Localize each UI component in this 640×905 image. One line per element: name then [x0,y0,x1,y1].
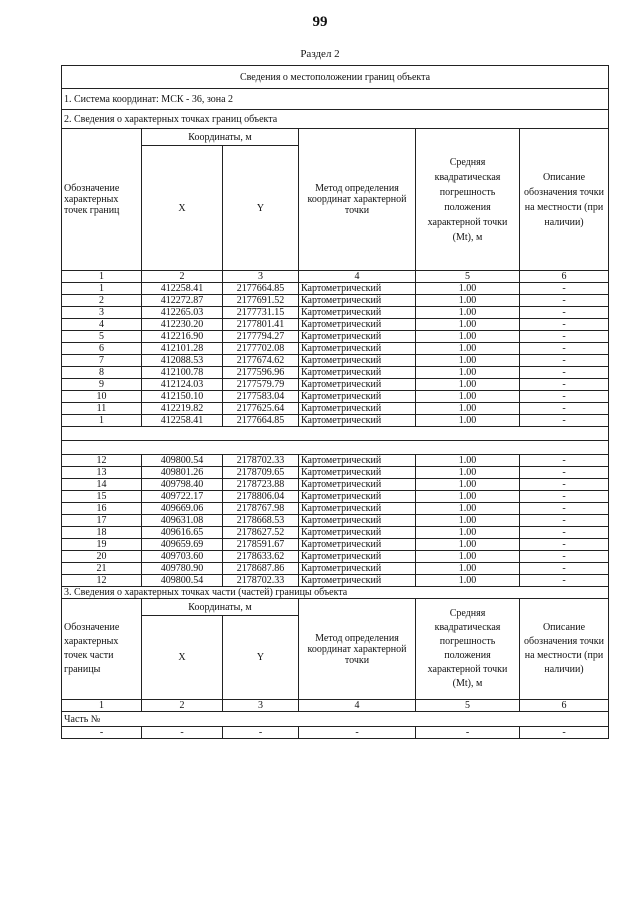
y-cell: 2177674.62 [223,355,299,367]
y-cell: 2178591.67 [223,539,299,551]
x-cell: 409800.54 [142,575,223,587]
x-cell: 412088.53 [142,355,223,367]
contour-separator-row [62,427,609,441]
empty-cell: - [520,727,609,739]
table-title: Сведения о местоположении границ объекта [62,66,609,89]
point-id-cell: 6 [62,343,142,355]
description-cell: - [520,343,609,355]
column-number-part: 6 [520,700,609,712]
point-id-cell: 9 [62,379,142,391]
accuracy-cell: 1.00 [416,415,520,427]
description-cell: - [520,515,609,527]
method-cell: Картометрический [299,503,416,515]
method-cell: Картометрический [299,391,416,403]
point-id-cell: 5 [62,331,142,343]
description-cell: - [520,455,609,467]
table-row [62,391,609,403]
accuracy-cell: 1.00 [416,343,520,355]
column-number: 2 [142,271,223,283]
point-id-cell: 20 [62,551,142,563]
point-id-cell: 15 [62,491,142,503]
column-number-part: 2 [142,700,223,712]
y-cell: 2177794.27 [223,331,299,343]
table-row [62,367,609,379]
y-cell: 2177731.15 [223,307,299,319]
description-cell: - [520,415,609,427]
x-cell: 409616.65 [142,527,223,539]
header-coords-part: Координаты, м [142,599,299,616]
point-id-cell: 13 [62,467,142,479]
method-cell: Картометрический [299,415,416,427]
accuracy-cell: 1.00 [416,367,520,379]
method-cell: Картометрический [299,551,416,563]
column-number: 3 [223,271,299,283]
description-cell: - [520,295,609,307]
method-cell: Картометрический [299,283,416,295]
table-row [62,527,609,539]
method-cell: Картометрический [299,491,416,503]
accuracy-cell: 1.00 [416,575,520,587]
boundary-table [61,65,609,739]
description-cell: - [520,551,609,563]
method-cell: Картометрический [299,343,416,355]
coord-system: 1. Система координат: МСК - 36, зона 2 [62,89,609,110]
table-row [62,319,609,331]
point-id-cell: 18 [62,527,142,539]
accuracy-cell: 1.00 [416,527,520,539]
header-y-part: Y [223,616,299,700]
point-id-cell: 17 [62,515,142,527]
section2-title: 2. Сведения о характерных точках границ объекта [62,110,609,129]
table-row [62,415,609,427]
accuracy-cell: 1.00 [416,331,520,343]
point-id-cell: 16 [62,503,142,515]
method-cell: Картометрический [299,575,416,587]
column-number-part: 1 [62,700,142,712]
header-method-part: Метод определения координат характерной точки [299,599,416,700]
x-cell: 412150.10 [142,391,223,403]
accuracy-cell: 1.00 [416,355,520,367]
table-row [62,283,609,295]
description-cell: - [520,331,609,343]
accuracy-cell: 1.00 [416,455,520,467]
accuracy-cell: 1.00 [416,539,520,551]
y-cell: 2178702.33 [223,455,299,467]
description-cell: - [520,367,609,379]
empty-cell: - [416,727,520,739]
column-number: 1 [62,271,142,283]
accuracy-cell: 1.00 [416,491,520,503]
part-label: Часть № [62,712,609,727]
y-cell: 2177702.08 [223,343,299,355]
contour-separator-row [62,441,609,455]
section3-title: 3. Сведения о характерных точках части (частей) границы объекта [62,587,609,599]
header-point: Обозначение характерных точек границ [62,129,142,271]
header-point-part: Обозначение характерных точек части границы [62,599,142,700]
x-cell: 412124.03 [142,379,223,391]
table-row [62,563,609,575]
x-cell: 412100.78 [142,367,223,379]
section-label: Раздел 2 [300,48,340,60]
accuracy-cell: 1.00 [416,379,520,391]
description-cell: - [520,467,609,479]
accuracy-cell: 1.00 [416,479,520,491]
y-cell: 2178627.52 [223,527,299,539]
x-cell: 409780.90 [142,563,223,575]
method-cell: Картометрический [299,403,416,415]
header-description-part: Описание обозначения точки на местности (при наличии) [520,599,609,700]
y-cell: 2177583.04 [223,391,299,403]
y-cell: 2177801.41 [223,319,299,331]
method-cell: Картометрический [299,467,416,479]
method-cell: Картометрический [299,539,416,551]
y-cell: 2178668.53 [223,515,299,527]
point-id-cell: 21 [62,563,142,575]
table-row [62,491,609,503]
y-cell: 2177579.79 [223,379,299,391]
table-row [62,295,609,307]
accuracy-cell: 1.00 [416,283,520,295]
y-cell: 2178702.33 [223,575,299,587]
header-x: X [142,146,223,271]
method-cell: Картометрический [299,455,416,467]
y-cell: 2177664.85 [223,283,299,295]
table-row [62,403,609,415]
column-number-part: 4 [299,700,416,712]
table-row [62,539,609,551]
table-row [62,379,609,391]
y-cell: 2178687.86 [223,563,299,575]
method-cell: Картометрический [299,367,416,379]
description-cell: - [520,403,609,415]
description-cell: - [520,491,609,503]
header-accuracy-part: Средняя квадратическая погрешность положения характерной точки (Mt), м [416,599,520,700]
accuracy-cell: 1.00 [416,467,520,479]
y-cell: 2177691.52 [223,295,299,307]
table-row [62,467,609,479]
x-cell: 412230.20 [142,319,223,331]
x-cell: 412265.03 [142,307,223,319]
method-cell: Картометрический [299,355,416,367]
description-cell: - [520,355,609,367]
description-cell: - [520,479,609,491]
column-number-part: 3 [223,700,299,712]
point-id-cell: 14 [62,479,142,491]
description-cell: - [520,527,609,539]
y-cell: 2177625.64 [223,403,299,415]
x-cell: 412272.87 [142,295,223,307]
x-cell: 409703.60 [142,551,223,563]
table-row [62,575,609,587]
x-cell: 409669.06 [142,503,223,515]
accuracy-cell: 1.00 [416,295,520,307]
description-cell: - [520,503,609,515]
accuracy-cell: 1.00 [416,391,520,403]
method-cell: Картометрический [299,307,416,319]
point-id-cell: 1 [62,415,142,427]
x-cell: 409722.17 [142,491,223,503]
point-id-cell: 7 [62,355,142,367]
point-id-cell: 19 [62,539,142,551]
description-cell: - [520,575,609,587]
y-cell: 2178633.62 [223,551,299,563]
empty-cell: - [223,727,299,739]
x-cell: 412216.90 [142,331,223,343]
column-number: 6 [520,271,609,283]
header-accuracy: Средняя квадратическая погрешность положения характерной точки (Mt), м [416,129,520,271]
point-id-cell: 4 [62,319,142,331]
description-cell: - [520,563,609,575]
method-cell: Картометрический [299,295,416,307]
point-id-cell: 10 [62,391,142,403]
x-cell: 412219.82 [142,403,223,415]
description-cell: - [520,319,609,331]
column-number: 5 [416,271,520,283]
method-cell: Картометрический [299,527,416,539]
y-cell: 2178709.65 [223,467,299,479]
column-number: 4 [299,271,416,283]
method-cell: Картометрический [299,331,416,343]
point-id-cell: 8 [62,367,142,379]
column-number-part: 5 [416,700,520,712]
method-cell: Картометрический [299,379,416,391]
description-cell: - [520,307,609,319]
y-cell: 2177664.85 [223,415,299,427]
point-id-cell: 11 [62,403,142,415]
accuracy-cell: 1.00 [416,551,520,563]
page-number: 99 [312,14,328,30]
header-x-part: X [142,616,223,700]
accuracy-cell: 1.00 [416,307,520,319]
point-id-cell: 12 [62,455,142,467]
header-description: Описание обозначения точки на местности (при наличии) [520,129,609,271]
header-y: Y [223,146,299,271]
accuracy-cell: 1.00 [416,503,520,515]
x-cell: 409801.26 [142,467,223,479]
point-id-cell: 3 [62,307,142,319]
header-method: Метод определения координат характерной точки [299,129,416,271]
description-cell: - [520,379,609,391]
x-cell: 412258.41 [142,283,223,295]
x-cell: 409800.54 [142,455,223,467]
accuracy-cell: 1.00 [416,515,520,527]
method-cell: Картометрический [299,563,416,575]
table-row [62,307,609,319]
accuracy-cell: 1.00 [416,403,520,415]
header-coords: Координаты, м [142,129,299,146]
accuracy-cell: 1.00 [416,563,520,575]
table-row [62,331,609,343]
table-row [62,343,609,355]
y-cell: 2178723.88 [223,479,299,491]
y-cell: 2177596.96 [223,367,299,379]
description-cell: - [520,539,609,551]
description-cell: - [520,283,609,295]
y-cell: 2178806.04 [223,491,299,503]
x-cell: 409631.08 [142,515,223,527]
y-cell: 2178767.98 [223,503,299,515]
x-cell: 412258.41 [142,415,223,427]
method-cell: Картометрический [299,319,416,331]
point-id-cell: 2 [62,295,142,307]
table-row [62,479,609,491]
method-cell: Картометрический [299,515,416,527]
point-id-cell: 12 [62,575,142,587]
point-id-cell: 1 [62,283,142,295]
x-cell: 412101.28 [142,343,223,355]
table-row [62,455,609,467]
x-cell: 409659.69 [142,539,223,551]
table-row [62,515,609,527]
empty-cell: - [299,727,416,739]
table-row [62,355,609,367]
table-row [62,551,609,563]
accuracy-cell: 1.00 [416,319,520,331]
table-row [62,503,609,515]
description-cell: - [520,391,609,403]
x-cell: 409798.40 [142,479,223,491]
empty-cell: - [142,727,223,739]
method-cell: Картометрический [299,479,416,491]
empty-cell: - [62,727,142,739]
